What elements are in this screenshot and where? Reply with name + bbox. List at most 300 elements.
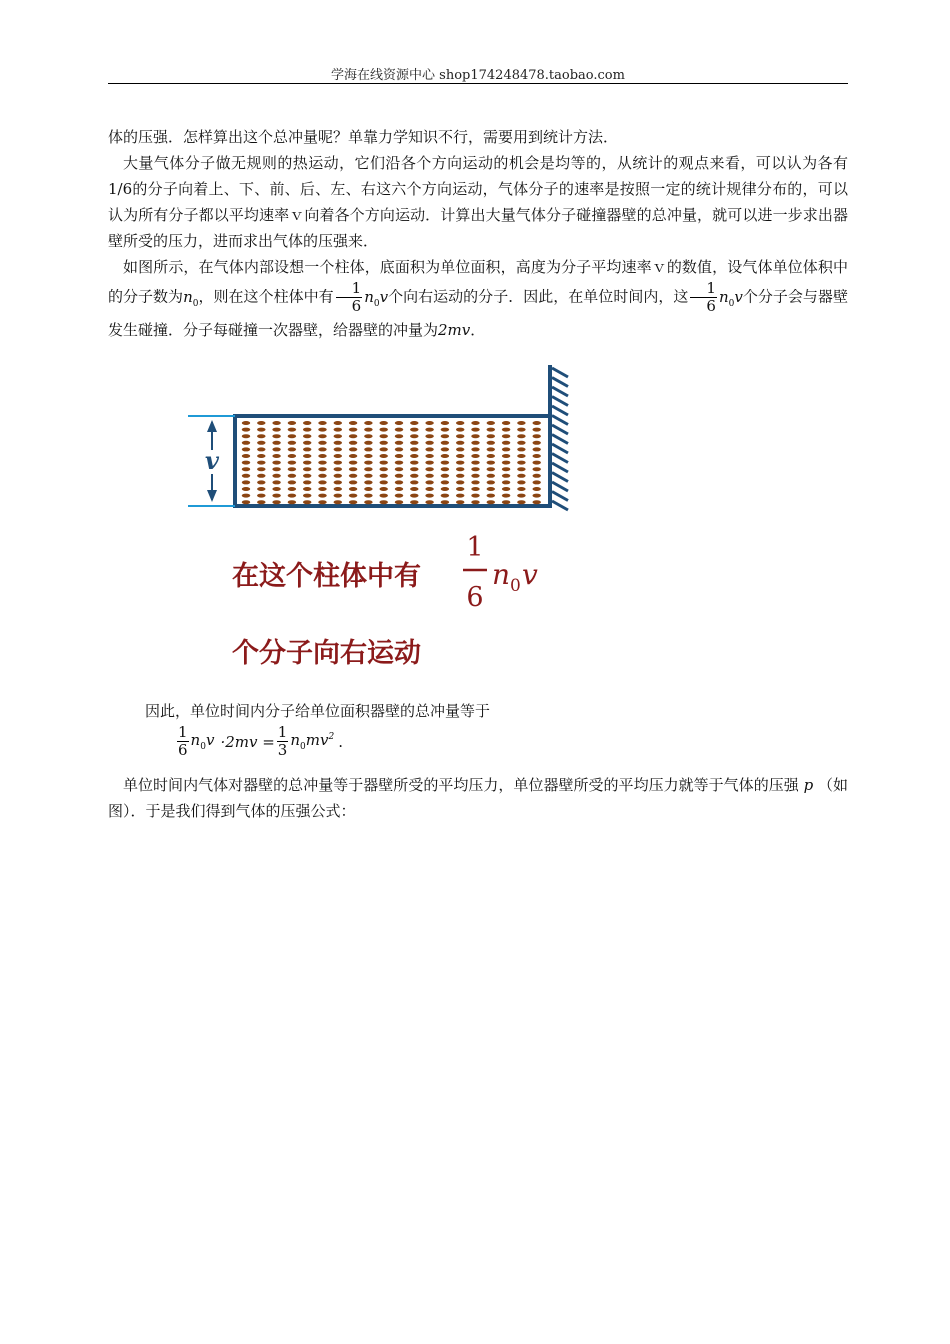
molecule-dot (380, 428, 388, 432)
molecule-dot (533, 447, 541, 451)
molecule-dot (303, 447, 311, 451)
molecule-dot (349, 434, 357, 438)
molecule-dot (318, 454, 326, 458)
molecule-dot (303, 474, 311, 478)
molecule-dot (410, 421, 418, 425)
molecule-dot (334, 467, 342, 471)
molecule-dot (257, 421, 265, 425)
hatch-line (552, 397, 568, 406)
molecule-dot (487, 434, 495, 438)
molecule-dot (502, 441, 510, 445)
molecule-dot (517, 487, 525, 491)
paragraph-3 (108, 254, 848, 343)
eq-part-1: ·2mv = (220, 732, 275, 751)
molecule-dot (349, 441, 357, 445)
molecule-dot (425, 421, 433, 425)
hatch-line (552, 444, 568, 453)
molecule-dot (502, 480, 510, 484)
molecule-dot (395, 494, 403, 498)
hatch-line (552, 368, 568, 377)
molecule-dot (257, 461, 265, 465)
velocity-label: v (205, 446, 219, 475)
molecule-dot (533, 441, 541, 445)
molecule-dot (288, 454, 296, 458)
molecule-dot (533, 428, 541, 432)
molecule-dot (303, 441, 311, 445)
molecule-dot (288, 447, 296, 451)
molecule-dot (349, 447, 357, 451)
molecule-dot (334, 474, 342, 478)
body-text (108, 124, 848, 343)
molecule-dot (380, 441, 388, 445)
fraction-one-sixth-2: $\frac{1}{6}$ (690, 280, 717, 315)
molecule-dot (502, 428, 510, 432)
molecule-dot (425, 428, 433, 432)
molecule-dot (272, 454, 280, 458)
molecule-dot (242, 428, 250, 432)
p3-text-d: 个分子会与器壁发生碰撞．分子每碰撞一次器壁，给器壁的冲量为 (108, 287, 848, 339)
molecule-dot (303, 461, 311, 465)
molecule-dot (410, 454, 418, 458)
molecule-dot (334, 447, 342, 451)
molecule-dot (318, 447, 326, 451)
molecule-dot (272, 461, 280, 465)
molecule-dot (487, 454, 495, 458)
molecule-dot (318, 487, 326, 491)
molecule-dot (410, 474, 418, 478)
molecule-dot (471, 494, 479, 498)
molecule-dot (380, 494, 388, 498)
molecule-dot (502, 461, 510, 465)
molecule-dot (502, 500, 510, 504)
molecule-dot (502, 467, 510, 471)
molecule-dot (334, 500, 342, 504)
eq-end: . (338, 732, 343, 751)
molecule-dot (517, 474, 525, 478)
molecule-dot (380, 467, 388, 471)
molecule-dot (318, 480, 326, 484)
molecule-dot (441, 434, 449, 438)
p3-text-a: 如图所示，在气体内部设想一个柱体，底面积为单位面积，高度为分子平均速率ｖ的数值，设气体单位体积中的分子数为 (108, 258, 848, 306)
molecule-dot (272, 428, 280, 432)
molecule-dot (364, 467, 372, 471)
molecule-dot (425, 441, 433, 445)
molecule-dot (364, 434, 372, 438)
molecule-dot (517, 467, 525, 471)
molecule-dot (533, 480, 541, 484)
hatch-line (552, 473, 568, 482)
molecule-dot (303, 487, 311, 491)
last-paragraph (108, 772, 848, 824)
molecule-dot (441, 461, 449, 465)
page-header: 学海在线资源中心 shop174248478.taobao.com (331, 68, 625, 83)
eq-n0v: $n_0v$ (190, 731, 215, 752)
molecule-dot (257, 474, 265, 478)
molecule-dot (441, 474, 449, 478)
molecule-dot (257, 434, 265, 438)
molecule-dot (288, 500, 296, 504)
molecule-dot (395, 487, 403, 491)
molecule-dot (533, 467, 541, 471)
molecule-dot (441, 480, 449, 484)
molecule-dot (257, 467, 265, 471)
molecule-dot (517, 494, 525, 498)
molecule-dot (471, 428, 479, 432)
n0-symbol: $n_0$ (183, 287, 199, 309)
molecule-dot (272, 494, 280, 498)
arrow-up-head (207, 420, 217, 432)
molecule-dot (502, 494, 510, 498)
last-text-b: （如图）．于是我们得到气体的压强公式： (108, 776, 848, 820)
molecule-dot (334, 441, 342, 445)
hatch-line (552, 492, 568, 501)
paragraph-2: 大量气体分子做无规则的热运动，它们沿各个方向运动的机会是均等的，从统计的观点来看，可以认为各有1/6的分子向着上、下、前、后、左、右这六个方向运动，气体分子的速率是按照一定的统计规律分布的，可以认为所有分子都以平均速率ｖ向着各个方向运动．计算出大量气体分子碰撞器壁的总冲量，就可以进一步求出器壁所受的压力，进而求出气体的压强来． (108, 154, 848, 250)
molecule-dot (349, 461, 357, 465)
molecule-dot (533, 421, 541, 425)
molecule-dot (257, 428, 265, 432)
hatch-line (552, 416, 568, 425)
molecule-dot (349, 454, 357, 458)
molecule-dot (395, 441, 403, 445)
molecule-dot (380, 421, 388, 425)
molecule-dot (517, 454, 525, 458)
hatch-line (552, 501, 568, 510)
molecule-dot (303, 500, 311, 504)
molecule-dot (242, 421, 250, 425)
molecule-dot (517, 428, 525, 432)
p3-text-c: 个向右运动的分子．因此，在单位时间内，这 (388, 287, 689, 306)
molecule-dot (288, 480, 296, 484)
molecule-dot (242, 480, 250, 484)
molecule-dot (456, 428, 464, 432)
molecule-dot (533, 487, 541, 491)
molecule-dot (517, 434, 525, 438)
molecule-dot (334, 434, 342, 438)
molecule-dot (272, 500, 280, 504)
molecule-dot (395, 500, 403, 504)
molecule-dot (380, 474, 388, 478)
molecule-dot (425, 500, 433, 504)
molecule-dot (456, 500, 464, 504)
molecule-dot (288, 474, 296, 478)
molecule-dot (487, 487, 495, 491)
molecule-dot (456, 421, 464, 425)
molecule-dot (272, 487, 280, 491)
molecule-dot (257, 480, 265, 484)
molecule-dot (272, 447, 280, 451)
impulse-symbol: 2mv (438, 320, 471, 339)
molecule-dot (242, 500, 250, 504)
molecule-dot (288, 441, 296, 445)
molecule-dot (441, 421, 449, 425)
molecule-dot (288, 461, 296, 465)
eq-n0mv2: $n_0mv^2$ (290, 731, 335, 752)
molecule-dot (441, 467, 449, 471)
molecule-dot (288, 428, 296, 432)
molecule-dot (395, 454, 403, 458)
molecule-dot (349, 494, 357, 498)
molecule-dot (502, 474, 510, 478)
paragraph-1: 体的压强．怎样算出这个总冲量呢？单靠力学知识不行，需要用到统计方法． (108, 128, 619, 146)
molecule-dot (257, 494, 265, 498)
molecule-dot (487, 474, 495, 478)
molecule-dot (318, 461, 326, 465)
molecule-dot (502, 447, 510, 451)
molecule-dot (410, 480, 418, 484)
molecule-dot (318, 421, 326, 425)
molecule-dot (334, 428, 342, 432)
molecule-dot (242, 434, 250, 438)
fraction-one-sixth: $\frac{1}{6}$ (336, 280, 363, 315)
molecule-dot (380, 500, 388, 504)
molecule-dot (334, 487, 342, 491)
last-text-a: 单位时间内气体对器壁的总冲量等于器壁所受的平均压力，单位器壁所受的平均压力就等于气体的压强 (123, 776, 799, 794)
molecule-dot (410, 494, 418, 498)
molecule-dot (456, 441, 464, 445)
molecule-dot (272, 480, 280, 484)
molecule-dot (533, 500, 541, 504)
molecule-dot (533, 461, 541, 465)
n0v-symbol: $n_0v$ (364, 287, 389, 309)
molecule-dot (364, 421, 372, 425)
hatch-line (552, 378, 568, 387)
molecule-dot (487, 494, 495, 498)
molecule-dot (349, 467, 357, 471)
pressure-symbol: p (803, 776, 814, 794)
molecule-dot (441, 487, 449, 491)
molecule-dot (288, 494, 296, 498)
caption-v: v (522, 558, 538, 591)
molecule-dot (257, 487, 265, 491)
molecule-dot (410, 461, 418, 465)
molecule-dot (303, 480, 311, 484)
hatch-line (552, 425, 568, 434)
molecule-dot (364, 441, 372, 445)
molecule-dot (242, 441, 250, 445)
molecule-dot (410, 441, 418, 445)
molecule-dot (349, 421, 357, 425)
p3-text-b: ，则在这个柱体中有 (198, 287, 334, 306)
molecule-dot (272, 467, 280, 471)
molecule-dot (364, 494, 372, 498)
molecule-dot (425, 454, 433, 458)
molecule-dot (349, 474, 357, 478)
molecule-dot (272, 474, 280, 478)
molecule-dot (456, 467, 464, 471)
molecule-dot (395, 480, 403, 484)
molecule-dot (487, 447, 495, 451)
molecule-dot (364, 428, 372, 432)
molecule-dot (425, 434, 433, 438)
molecule-dot (242, 467, 250, 471)
eq-fraction-one-third: $\frac{1}{3}$ (277, 723, 288, 759)
header-rule (108, 83, 848, 84)
hatch-line (552, 435, 568, 444)
molecule-dot (517, 461, 525, 465)
molecule-dot (364, 474, 372, 478)
caption-frac-den: 6 (466, 582, 484, 613)
molecule-dot (487, 461, 495, 465)
eq-fraction-one-sixth: $\frac{1}{6}$ (178, 723, 188, 759)
molecule-dot (471, 500, 479, 504)
molecule-dot (487, 500, 495, 504)
molecule-dot (441, 447, 449, 451)
molecule-dot (334, 494, 342, 498)
molecule-dot (242, 487, 250, 491)
molecule-dot (456, 474, 464, 478)
gas-column-figure (180, 360, 580, 680)
molecule-dot (364, 461, 372, 465)
molecule-dot (334, 461, 342, 465)
molecule-dot (257, 500, 265, 504)
molecule-dot (410, 487, 418, 491)
molecule-dot (410, 500, 418, 504)
molecule-dot (471, 454, 479, 458)
hatch-line (552, 463, 568, 472)
molecule-dot (471, 474, 479, 478)
molecule-dot (471, 467, 479, 471)
molecule-dot (380, 447, 388, 451)
molecule-dot (517, 421, 525, 425)
molecule-dot (318, 500, 326, 504)
molecule-dot (334, 454, 342, 458)
molecule-dot (502, 421, 510, 425)
molecule-dot (318, 441, 326, 445)
molecule-dot (395, 461, 403, 465)
molecule-dot (533, 474, 541, 478)
caption-line-2: 个分子向右运动 (232, 638, 421, 669)
molecule-dot (380, 454, 388, 458)
arrow-down-head (207, 490, 217, 502)
molecule-dot (517, 480, 525, 484)
molecule-dot (303, 467, 311, 471)
molecule-dot (456, 494, 464, 498)
molecule-dot (425, 467, 433, 471)
molecule-dot (395, 421, 403, 425)
molecule-dot (456, 434, 464, 438)
molecule-dot (380, 434, 388, 438)
molecule-dot (318, 434, 326, 438)
molecule-dot (517, 447, 525, 451)
molecule-dot (242, 474, 250, 478)
molecule-dot (471, 461, 479, 465)
impulse-equation (175, 724, 343, 759)
molecule-dot (318, 474, 326, 478)
molecule-dot (242, 461, 250, 465)
molecule-dot (272, 441, 280, 445)
molecule-dot (349, 428, 357, 432)
molecule-dot (303, 421, 311, 425)
molecule-dot (441, 494, 449, 498)
molecule-dot (364, 447, 372, 451)
molecule-dot (288, 434, 296, 438)
molecule-dot (364, 500, 372, 504)
molecule-dot (502, 434, 510, 438)
hatch-line (552, 406, 568, 415)
molecule-dot (425, 461, 433, 465)
molecule-dot (517, 441, 525, 445)
molecule-dot (303, 428, 311, 432)
molecule-dot (257, 441, 265, 445)
molecule-dot (441, 500, 449, 504)
molecule-dot (288, 467, 296, 471)
molecule-dot (533, 434, 541, 438)
molecule-dot (441, 428, 449, 432)
molecule-dot (334, 421, 342, 425)
molecule-dot (395, 434, 403, 438)
molecule-dot (471, 434, 479, 438)
molecule-dot (487, 421, 495, 425)
molecule-dot (487, 441, 495, 445)
molecule-dot (425, 480, 433, 484)
molecule-dot (318, 494, 326, 498)
molecule-dot (441, 454, 449, 458)
molecule-dot (487, 428, 495, 432)
molecule-dot (242, 494, 250, 498)
molecule-dot (502, 454, 510, 458)
molecule-dot (533, 454, 541, 458)
molecule-dot (349, 487, 357, 491)
molecule-dot (425, 494, 433, 498)
molecule-dot (395, 428, 403, 432)
molecule-dot (318, 467, 326, 471)
molecule-dot (318, 428, 326, 432)
equation-intro: 因此，单位时间内分子给单位面积器壁的总冲量等于 (145, 702, 491, 720)
molecule-dot (410, 434, 418, 438)
molecule-dot (410, 428, 418, 432)
molecule-dot (334, 480, 342, 484)
molecule-dot (364, 480, 372, 484)
molecule-dot (425, 447, 433, 451)
molecule-dot (456, 480, 464, 484)
molecule-dot (257, 454, 265, 458)
molecule-dot (456, 487, 464, 491)
molecule-dot (456, 461, 464, 465)
molecule-dot (502, 487, 510, 491)
molecule-dot (471, 480, 479, 484)
molecule-dot (441, 441, 449, 445)
gas-column-diagram (180, 360, 580, 680)
n0v-symbol-2: $n_0v$ (718, 287, 743, 309)
molecule-dot (364, 487, 372, 491)
molecule-dot (380, 461, 388, 465)
molecule-dot (288, 487, 296, 491)
molecule-dot (349, 480, 357, 484)
molecule-dot (272, 421, 280, 425)
molecule-dot (272, 434, 280, 438)
molecule-dot (349, 500, 357, 504)
molecule-dot (410, 447, 418, 451)
molecule-dot (380, 487, 388, 491)
molecule-dot (395, 467, 403, 471)
molecule-dot (471, 441, 479, 445)
hatch-line (552, 482, 568, 491)
molecule-dot (303, 494, 311, 498)
molecule-dot (456, 447, 464, 451)
molecule-dot (471, 447, 479, 451)
molecule-dot (395, 474, 403, 478)
molecule-dot (410, 467, 418, 471)
molecule-dot (257, 447, 265, 451)
caption-n: n (492, 558, 511, 591)
molecule-dot (242, 454, 250, 458)
molecule-dot (471, 421, 479, 425)
molecule-dot (242, 447, 250, 451)
molecule-dot (364, 454, 372, 458)
wall-hatch (552, 368, 568, 510)
molecule-dot (456, 454, 464, 458)
molecule-dot (303, 434, 311, 438)
